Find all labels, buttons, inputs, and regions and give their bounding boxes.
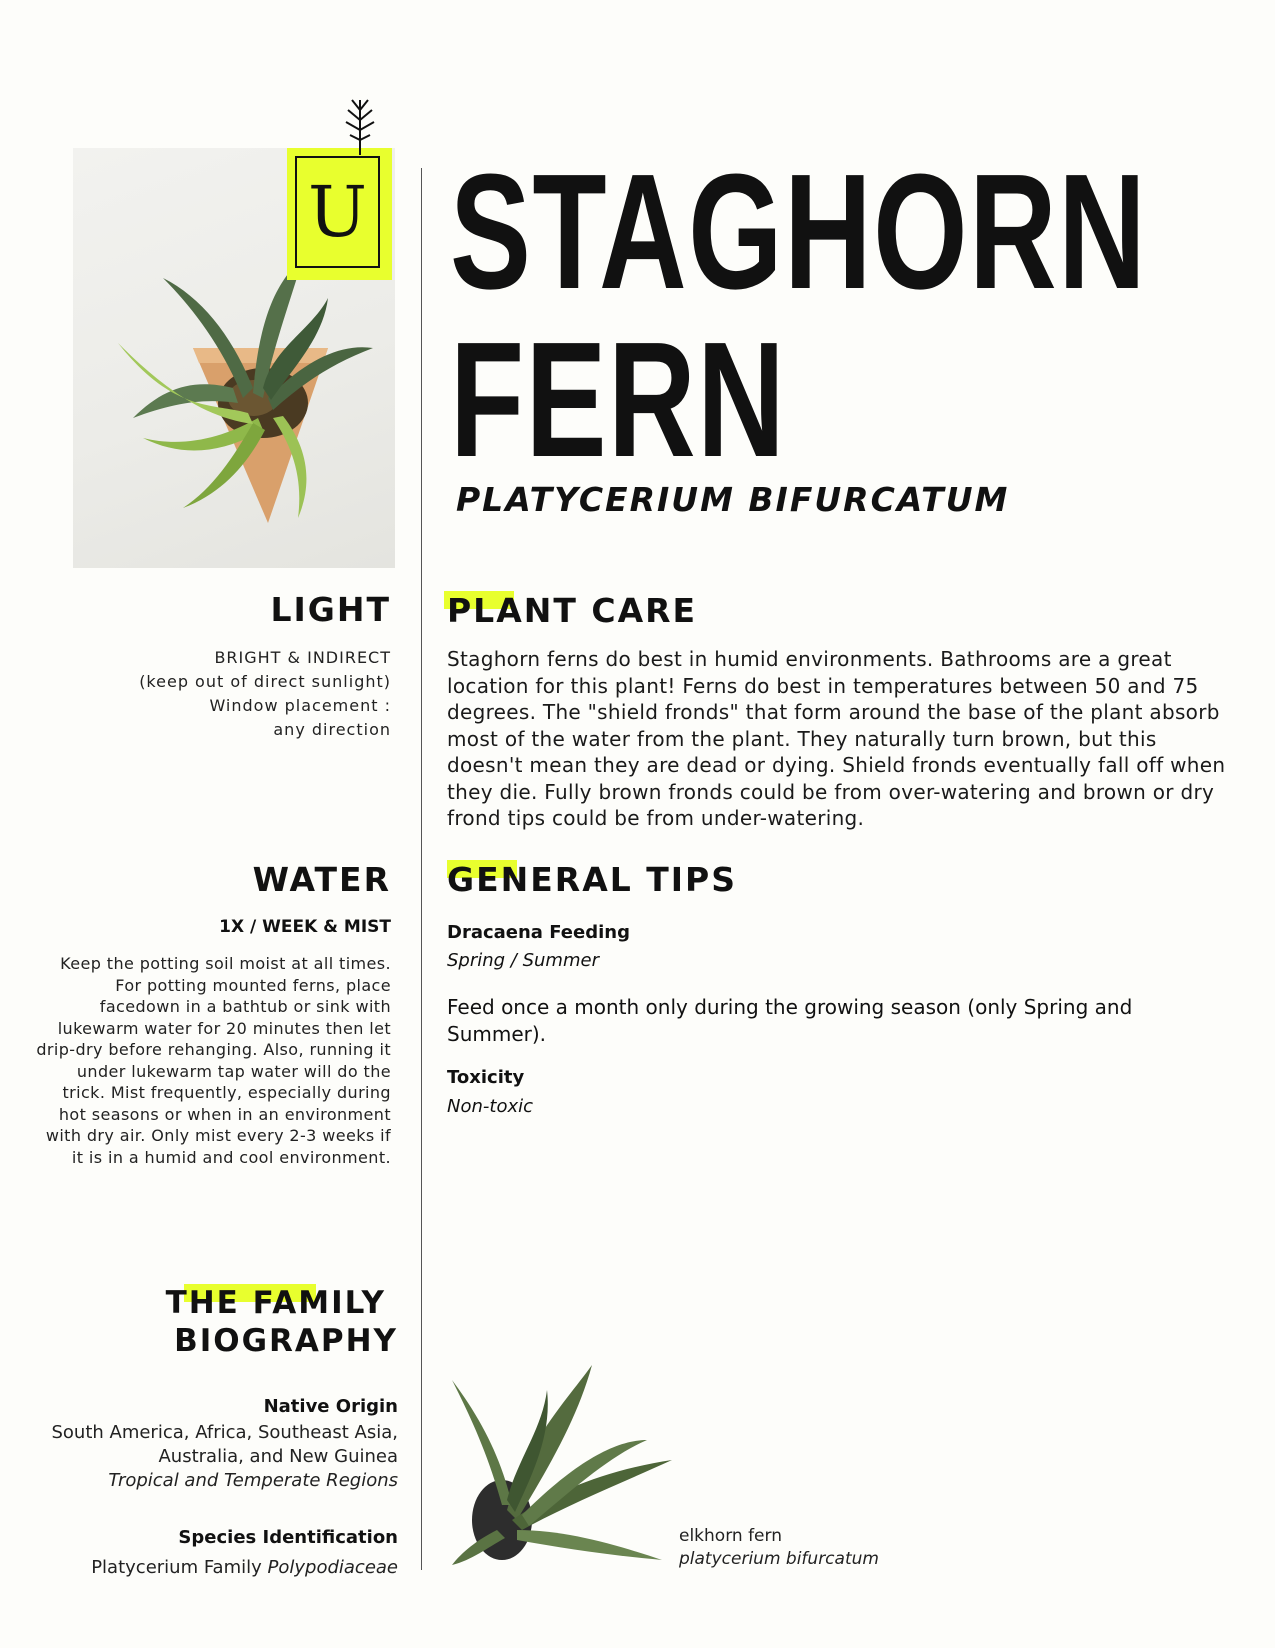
logo-letter: U — [295, 156, 380, 268]
light-details — [51, 646, 391, 742]
light-line: Window placement : — [209, 696, 391, 715]
toxicity-label: Toxicity — [447, 1067, 525, 1088]
light-heading: LIGHT — [270, 590, 391, 629]
family-biography-heading-line: BIOGRAPHY — [174, 1323, 398, 1359]
feeding-label: Dracaena Feeding — [447, 922, 630, 943]
species-label: Species Identification — [178, 1527, 398, 1548]
light-line: any direction — [273, 720, 391, 739]
family-biography-heading-line: THE FAMILY — [165, 1285, 386, 1321]
feeding-season: Spring / Summer — [447, 950, 599, 971]
native-origin-label: Native Origin — [263, 1396, 398, 1417]
water-text: Keep the potting soil moist at all times. For potting mounted ferns, place facedown in a bathtub or sink with lukewarm water for 20 minutes then let drip-dry before rehanging. Also, running it under lukewarm tap water will do the trick. Mist frequently, especially during hot seasons or when in an environment with dry air. Only mist every 2-3 weeks if it is in a humid and cool environment. — [36, 954, 391, 1167]
logo — [287, 148, 392, 280]
elkhorn-fern-photo — [447, 1290, 682, 1570]
feeding-text: Feed once a month only during the growing season (only Spring and Summer). — [447, 995, 1133, 1046]
scientific-name: PLATYCERIUM BIFURCATUM — [456, 480, 1010, 519]
general-tips-heading: GENERAL TIPS — [447, 860, 737, 899]
light-line: (keep out of direct sunlight) — [139, 672, 391, 691]
species-text — [38, 1556, 398, 1580]
light-line: BRIGHT & INDIRECT — [214, 648, 391, 667]
photo-caption — [679, 1525, 879, 1571]
plant-care-text: Staghorn ferns do best in humid environments. Bathrooms are a great location for this plant! Ferns do best in temperatures between 50 and 75 degrees. The "shield fronds" that form around the base of the plant absorb most of the water from the plant. They naturally turn brown, but this doesn't mean they are dead or dying. Shield fronds eventually fall off when they die. Fully brown fronds could be from over-watering and brown or dry frond tips could be from under-watering. — [447, 647, 1226, 830]
water-frequency: 1X / WEEK & MIST — [219, 917, 391, 937]
toxicity-value: Non-toxic — [447, 1096, 534, 1117]
caption-scientific-name: platycerium bifurcatum — [679, 1549, 879, 1569]
logo-plant-sprig-icon — [330, 95, 390, 155]
column-divider — [421, 168, 422, 1570]
native-origin-text: South America, Africa, Southeast Asia, Australia, and New Guinea — [51, 1422, 398, 1467]
species-family-name: Platycerium Family — [91, 1557, 262, 1578]
species-family-latin: Polypodiaceae — [267, 1557, 398, 1578]
plant-care-heading: PLANT CARE — [447, 591, 698, 630]
caption-common-name: elkhorn fern — [679, 1526, 782, 1546]
family-biography-heading — [166, 1284, 398, 1360]
water-heading: WATER — [252, 860, 391, 899]
native-origin-regions: Tropical and Temperate Regions — [108, 1470, 398, 1491]
page-title: STAGHORN FERN — [450, 140, 1148, 491]
